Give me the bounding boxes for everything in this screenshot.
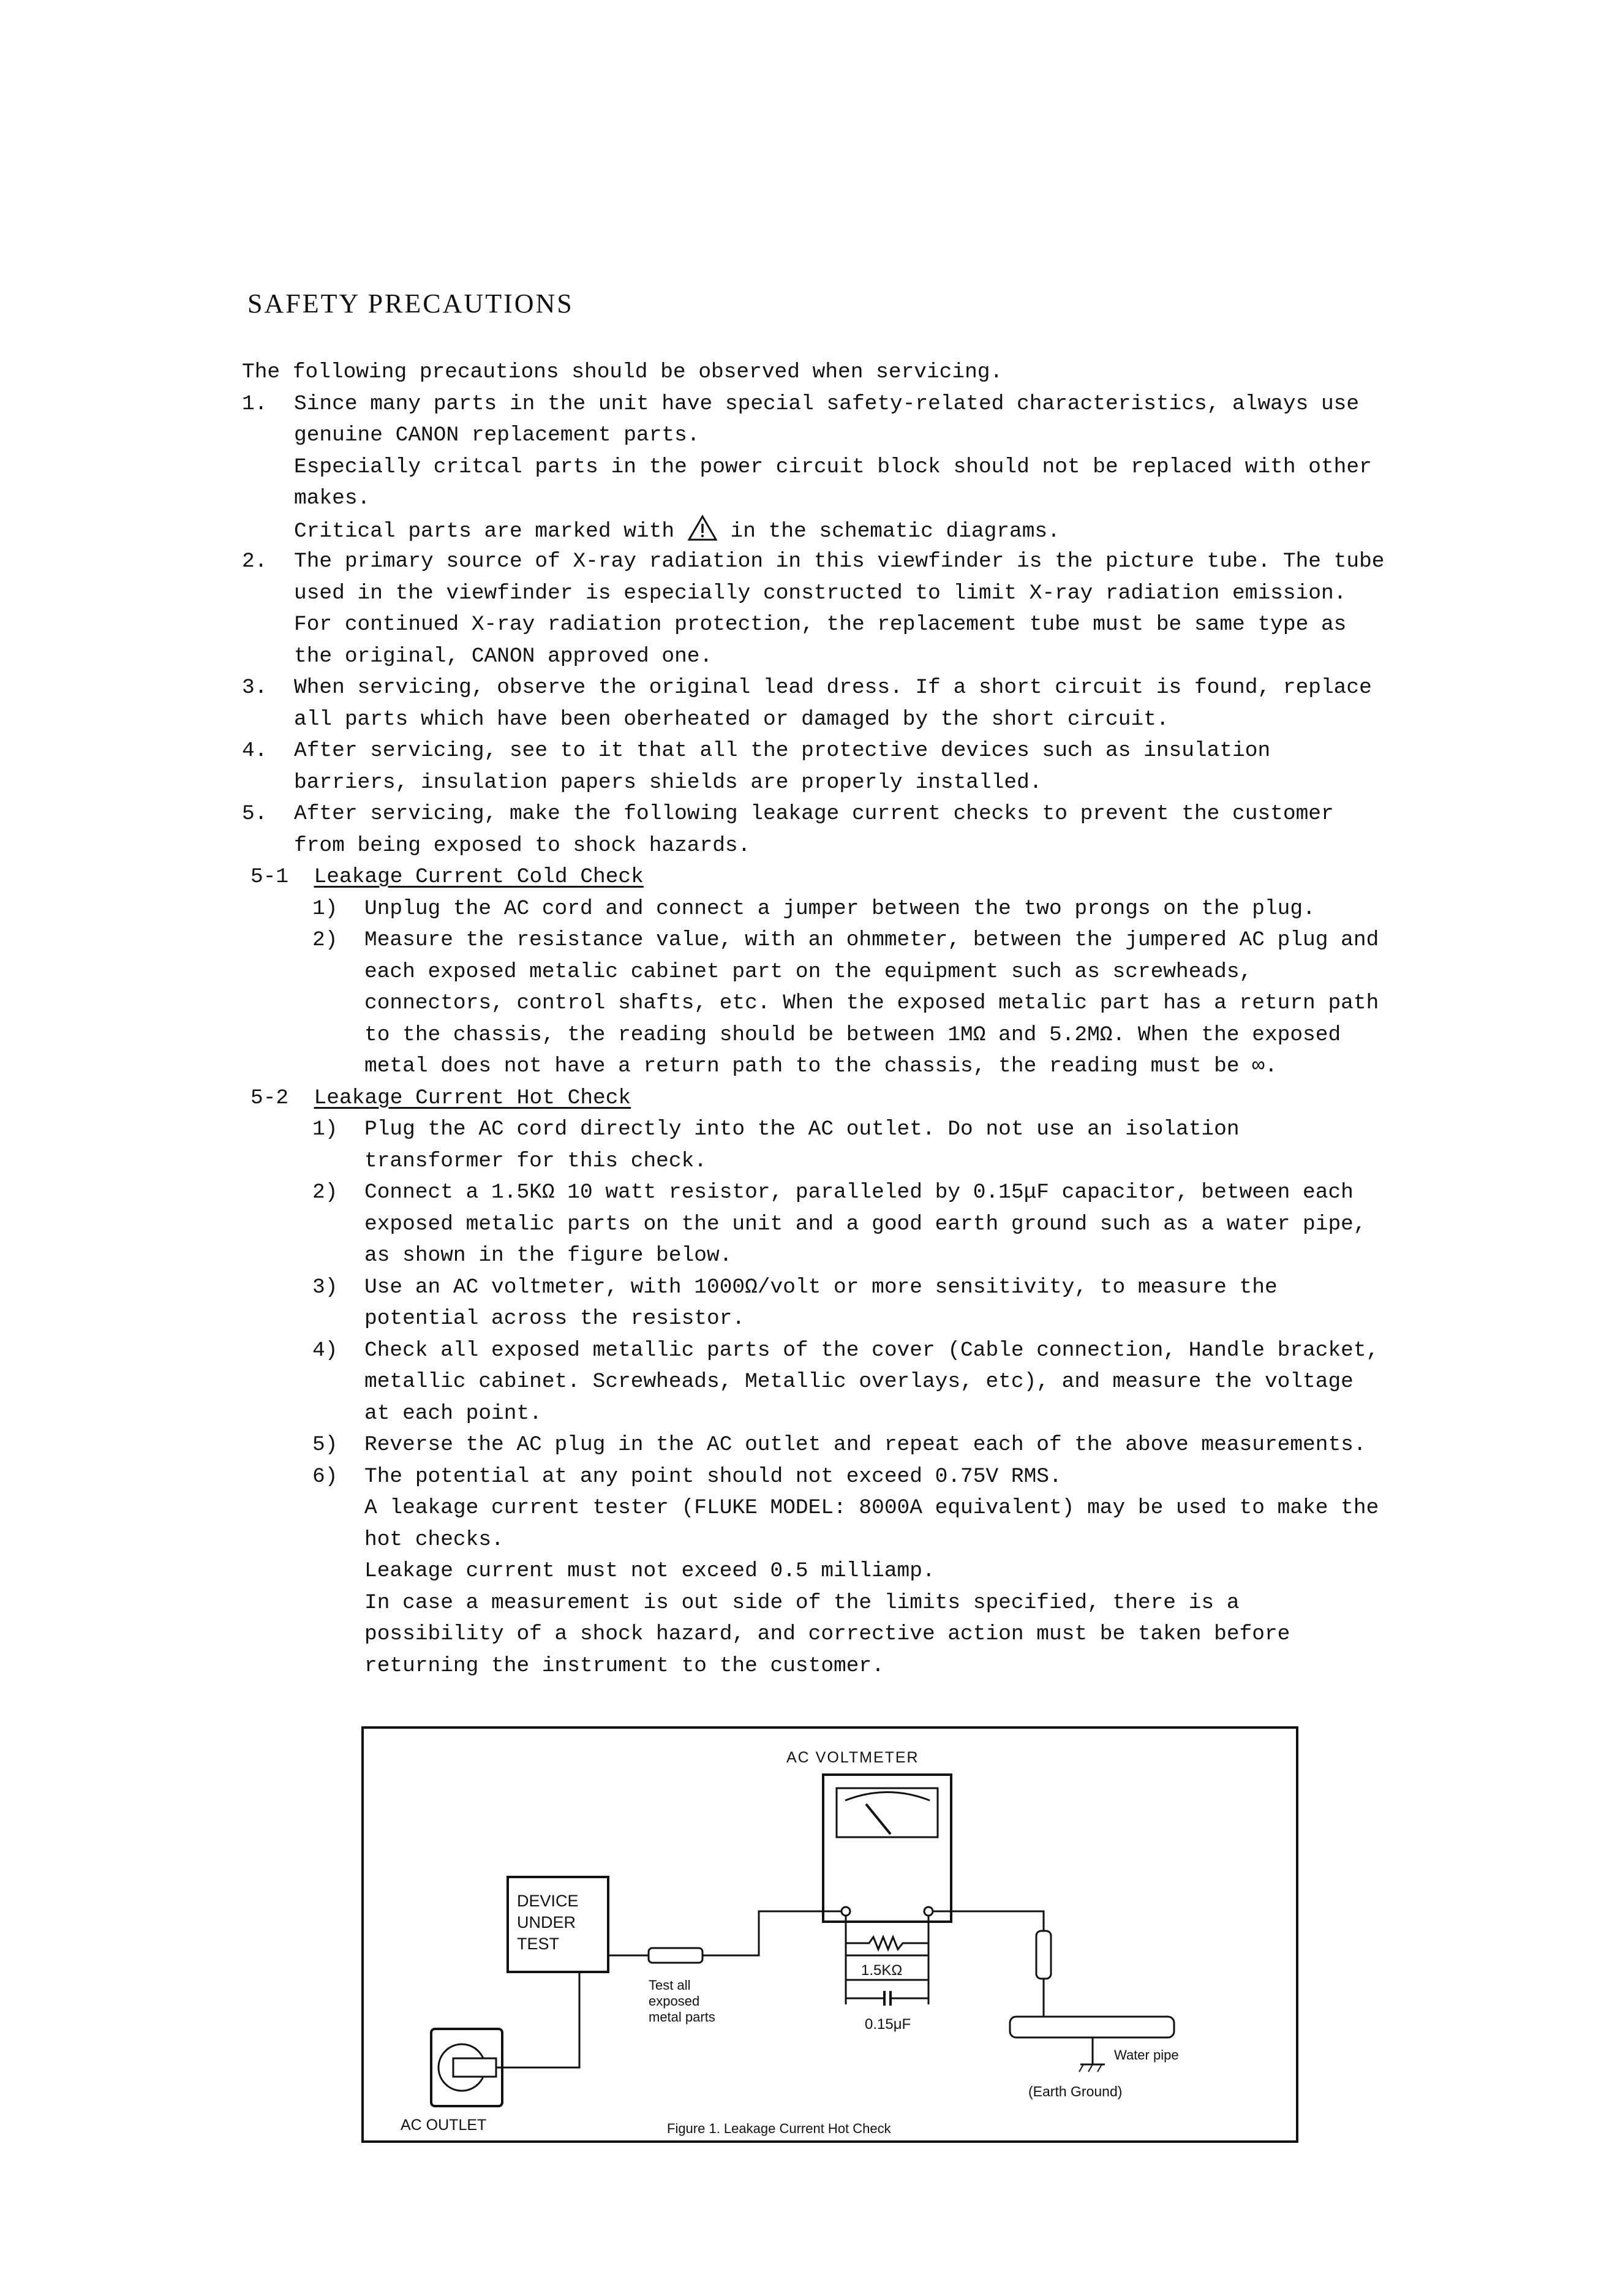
item-line: makes.	[294, 486, 371, 510]
list-item-3	[242, 672, 1406, 735]
step-line: A leakage current tester (FLUKE MODEL: 8000A equivalent) may be used to make the	[364, 1496, 1379, 1520]
capacitor-label: 0.15μF	[865, 2016, 911, 2033]
item-line: For continued X-ray radiation protection, the replacement tube must be same type as	[294, 613, 1347, 636]
device-label-line: DEVICE	[517, 1892, 579, 1910]
step-line: to the chassis, the reading should be between 1MΩ and 5.2MΩ. When the exposed	[364, 1022, 1341, 1047]
step-line: as shown in the figure below.	[364, 1244, 732, 1267]
ground-symbol	[1079, 2064, 1083, 2072]
step-line: Use an AC voltmeter, with 1000Ω/volt or more sensitivity, to measure the	[364, 1275, 1278, 1299]
item-line: barriers, insulation papers shields are properly installed.	[294, 770, 1042, 795]
wire	[702, 1911, 842, 1955]
step-line: returning the instrument to the customer.	[364, 1653, 884, 1678]
water-pipe	[1010, 2017, 1174, 2037]
item-number: 3.	[242, 676, 268, 700]
power-cord	[496, 1972, 579, 2068]
step-line: Unplug the AC cord and connect a jumper between the two prongs on the plug.	[364, 896, 1316, 921]
ground-symbol	[1098, 2064, 1102, 2072]
hot-step-6	[242, 1461, 1406, 1682]
step-line: metal does not have a return path to the chassis, the reading must be ∞.	[364, 1054, 1278, 1078]
ground-symbol	[1088, 2064, 1093, 2072]
item-line: Especially critcal parts in the power circuit block should not be replaced with other	[294, 455, 1372, 479]
warning-triangle-icon	[687, 515, 718, 542]
item-line: When servicing, observe the original lead dress. If a short circuit is found, replace	[294, 676, 1372, 700]
figure-leakage-hot-check	[361, 1726, 1298, 2143]
hot-step-4	[242, 1335, 1406, 1430]
ac-plug	[453, 2058, 496, 2077]
earth-ground-label: (Earth Ground)	[1028, 2083, 1123, 2099]
step-line: each exposed metalic cabinet part on the equipment such as screwheads,	[364, 959, 1252, 984]
step-number: 4)	[312, 1338, 338, 1362]
cold-step-2	[242, 924, 1406, 1082]
list-item-5	[242, 798, 1406, 861]
section-number: 5-1	[250, 865, 289, 889]
item-line: all parts which have been oberheated or damaged by the short circuit.	[294, 707, 1169, 731]
section-heading-cold-check	[242, 861, 1406, 893]
intro-text: The following precautions should be observed when servicing.	[242, 360, 1003, 384]
step-line: Check all exposed metallic parts of the cover (Cable connection, Handle bracket,	[364, 1338, 1379, 1362]
critical-text-pre: Critical parts are marked with	[294, 519, 675, 543]
step-line: Measure the resistance value, with an ohmmeter, between the jumpered AC plug and	[364, 928, 1379, 952]
device-label-line: TEST	[517, 1935, 560, 1953]
item-number: 4.	[242, 739, 268, 763]
figure-caption: Figure 1. Leakage Current Hot Check	[667, 2121, 891, 2136]
step-line: exposed metalic parts on the unit and a good earth ground such as a water pipe,	[364, 1212, 1366, 1236]
meter-needle	[866, 1804, 891, 1834]
step-line: transformer for this check.	[364, 1149, 707, 1173]
device-label-line: UNDER	[517, 1913, 576, 1932]
test-all-label-line: metal parts	[649, 2009, 715, 2025]
section-heading-hot-check	[242, 1082, 1406, 1114]
section-title: Leakage Current Cold Check	[314, 865, 644, 889]
step-line: connectors, control shafts, etc. When the exposed metalic part has a return path	[364, 991, 1379, 1015]
item-number: 5.	[242, 802, 268, 826]
item-line: The primary source of X-ray radiation in this viewfinder is the picture tube. The tube	[294, 549, 1385, 573]
test-all-label-line: Test all	[649, 1977, 691, 1993]
page-title: SAFETY PRECAUTIONS	[247, 289, 574, 319]
item-number: 2.	[242, 549, 268, 573]
ac-outlet-label: AC OUTLET	[401, 2117, 487, 2134]
step-line: possibility of a shock hazard, and corrective action must be taken before	[364, 1622, 1290, 1646]
meter-scale	[845, 1792, 930, 1801]
list-item-4	[242, 735, 1406, 798]
step-line: The potential at any point should not exceed 0.75V RMS.	[364, 1464, 1062, 1489]
hot-step-1	[242, 1114, 1406, 1177]
item-line: genuine CANON replacement parts.	[294, 423, 700, 447]
critical-text-post: in the schematic diagrams.	[730, 519, 1060, 543]
item-number: 1.	[242, 391, 268, 416]
step-line: at each point.	[364, 1401, 542, 1426]
pipe-clamp	[1036, 1931, 1051, 1979]
step-line: Connect a 1.5KΩ 10 watt resistor, paralleled by 0.15μF capacitor, between each	[364, 1180, 1354, 1204]
ac-voltmeter-label: AC VOLTMETER	[786, 1749, 919, 1766]
step-number: 6)	[312, 1464, 338, 1489]
test-probe	[649, 1948, 702, 1963]
meter-terminal-right	[924, 1907, 933, 1916]
circuit-diagram	[364, 1729, 1296, 2140]
resistor-label: 1.5KΩ	[861, 1962, 903, 1979]
step-line: potential across the resistor.	[364, 1307, 745, 1331]
step-number: 1)	[312, 896, 338, 921]
item-line: Since many parts in the unit have special safety-related characteristics, always use	[294, 391, 1360, 416]
meter-terminal-left	[842, 1907, 850, 1916]
item-line: used in the viewfinder is especially constructed to limit X-ray radiation emission.	[294, 581, 1347, 605]
list-item-2	[242, 546, 1406, 672]
item-line: the original, CANON approved one.	[294, 644, 713, 668]
step-line: In case a measurement is out side of the limits specified, there is a	[364, 1590, 1240, 1615]
step-line: hot checks.	[364, 1527, 504, 1552]
document-body	[242, 357, 1406, 1682]
test-all-label-line: exposed	[649, 1993, 700, 2009]
step-line: Reverse the AC plug in the AC outlet and repeat each of the above measurements.	[364, 1433, 1366, 1457]
ac-voltmeter	[823, 1775, 951, 1922]
section-title: Leakage Current Hot Check	[314, 1086, 631, 1110]
step-line: metallic cabinet. Screwheads, Metallic overlays, etc), and measure the voltage	[364, 1370, 1354, 1394]
step-line: Leakage current must not exceed 0.5 milliamp.	[364, 1559, 935, 1583]
resistor-symbol	[846, 1937, 928, 1949]
item-line: After servicing, see to it that all the protective devices such as insulation	[294, 739, 1271, 763]
hot-step-2	[242, 1177, 1406, 1272]
hot-step-3	[242, 1272, 1406, 1335]
step-line: Plug the AC cord directly into the AC outlet. Do not use an isolation	[364, 1117, 1240, 1141]
step-number: 2)	[312, 928, 338, 952]
step-number: 2)	[312, 1180, 338, 1204]
hot-step-5	[242, 1429, 1406, 1461]
cold-step-1	[242, 893, 1406, 925]
item-line: After servicing, make the following leakage current checks to prevent the customer	[294, 802, 1334, 826]
item-line: from being exposed to shock hazards.	[294, 833, 751, 858]
section-number: 5-2	[250, 1086, 289, 1110]
step-number: 3)	[312, 1275, 338, 1299]
list-item-1	[242, 388, 1406, 546]
water-pipe-label: Water pipe	[1114, 2047, 1179, 2063]
step-number: 1)	[312, 1117, 338, 1141]
step-number: 5)	[312, 1433, 338, 1457]
